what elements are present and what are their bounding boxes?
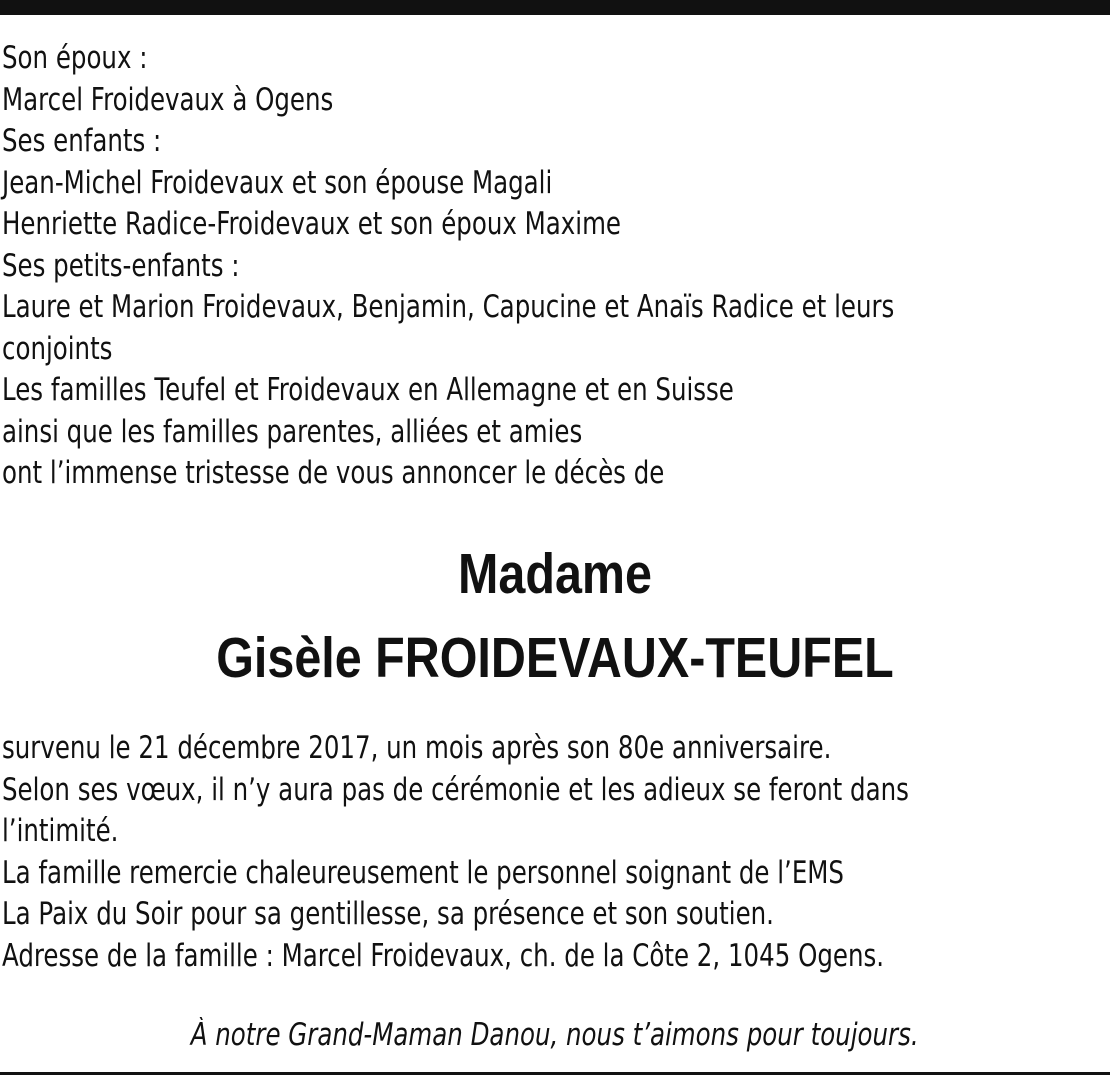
intro-line: ont l’immense tristesse de vous annoncer le décès de bbox=[2, 455, 665, 491]
bottom-border-rule bbox=[0, 1072, 1110, 1075]
body-line: La Paix du Soir pour sa gentillesse, sa présence et son soutien. bbox=[2, 896, 774, 932]
body-line: La famille remercie chaleureusement le personnel soignant de l’EMS bbox=[2, 854, 844, 891]
intro-line: Jean-Michel Froidevaux et son épouse Magali bbox=[2, 164, 553, 201]
body-line: Adresse de la famille : Marcel Froidevaux, ch. de la Côte 2, 1045 Ogens. bbox=[2, 937, 885, 974]
body-line: l’intimité. bbox=[2, 813, 119, 849]
intro-line: Henriette Radice-Froidevaux et son époux Maxime bbox=[2, 206, 622, 242]
body-line: Selon ses vœux, il n’y aura pas de cérémonie et les adieux se feront dans bbox=[2, 771, 909, 808]
intro-line: Laure et Marion Froidevaux, Benjamin, Capucine et Anaïs Radice et leurs bbox=[2, 289, 895, 325]
intro-line: ainsi que les familles parentes, alliées et amies bbox=[2, 413, 583, 450]
intro-line: Les familles Teufel et Froidevaux en Allemagne et en Suisse bbox=[2, 372, 734, 408]
deceased-name: Gisèle FROIDEVAUX-TEUFEL bbox=[216, 626, 894, 690]
intro-line: Marcel Froidevaux à Ogens bbox=[2, 81, 334, 118]
intro-line: Ses petits-enfants : bbox=[2, 247, 240, 284]
closing-text: À notre Grand-Maman Danou, nous t’aimons pour toujours. bbox=[191, 1017, 919, 1053]
deceased-name-block bbox=[0, 532, 1110, 700]
announcement-body bbox=[2, 728, 1108, 977]
intro-line: Ses enfants : bbox=[2, 123, 162, 159]
intro-line: conjoints bbox=[2, 330, 113, 367]
family-intro bbox=[2, 38, 895, 495]
top-border-rule bbox=[0, 0, 1110, 15]
body-line: survenu le 21 décembre 2017, un mois après son 80e anniversaire. bbox=[2, 730, 832, 766]
closing-dedication bbox=[0, 1015, 1110, 1057]
deceased-title: Madame bbox=[458, 542, 652, 606]
intro-line: Son époux : bbox=[2, 40, 148, 76]
